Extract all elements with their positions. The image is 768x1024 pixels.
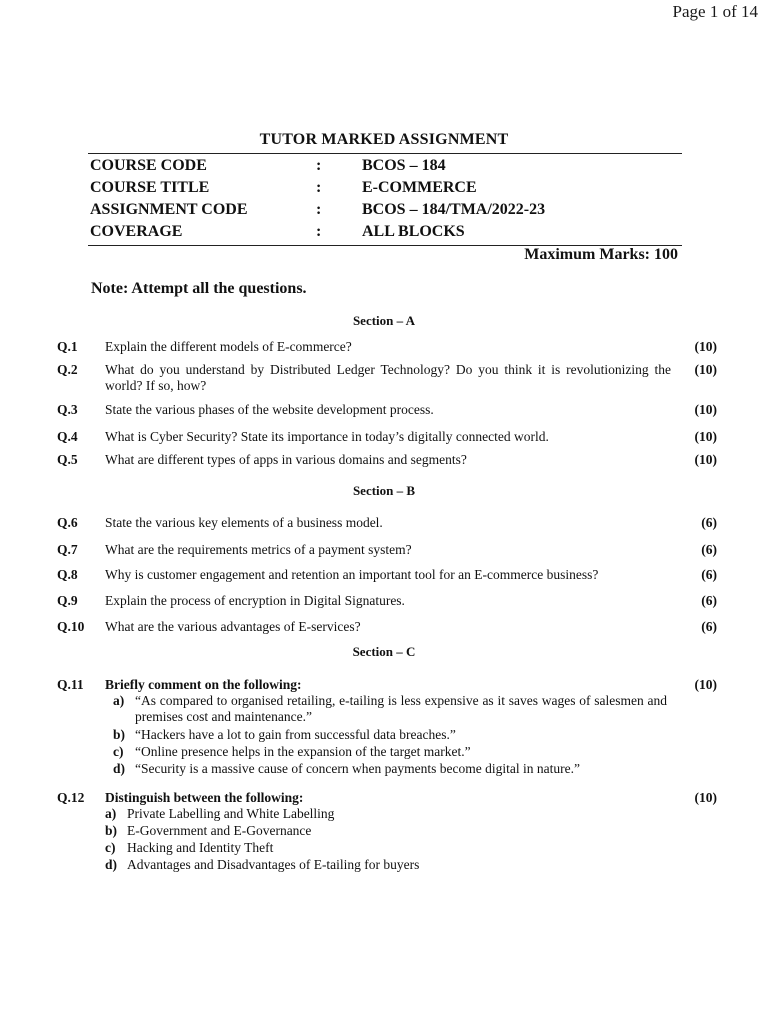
info-colon: : (316, 179, 322, 196)
info-colon: : (316, 201, 322, 218)
question-number: Q.5 (57, 452, 78, 467)
question-text: Distinguish between the following: (105, 790, 304, 805)
sub-question-text: Private Labelling and White Labelling (127, 806, 335, 821)
question-number: Q.6 (57, 515, 78, 530)
question-marks: (6) (701, 542, 717, 557)
info-value: BCOS – 184 (362, 157, 446, 174)
question-text: What do you understand by Distributed Ledger Technology? Do you think it is revolutionizing the world? If so, how? (105, 362, 671, 393)
question-number: Q.7 (57, 542, 78, 557)
sub-question-text: “As compared to organised retailing, e-tailing is less expensive as it saves wages of salesmen and premises cost and maintenance.” (135, 693, 667, 724)
info-value: E-COMMERCE (362, 179, 477, 196)
sub-question (105, 857, 665, 873)
sub-question (105, 840, 665, 856)
sub-question (105, 823, 665, 839)
info-row-assignment-code (88, 199, 682, 221)
sub-question (113, 727, 673, 743)
question-number: Q.1 (57, 339, 78, 354)
question-text: What is Cyber Security? State its importance in today’s digitally connected world. (105, 429, 549, 444)
question-text: Explain the different models of E-commerce? (105, 339, 352, 354)
sub-question (113, 693, 673, 725)
maximum-marks: Maximum Marks: 100 (524, 246, 678, 263)
document-title: TUTOR MARKED ASSIGNMENT (259, 131, 509, 148)
info-row-course-title (88, 177, 682, 199)
sub-question-text: “Hackers have a lot to gain from successful data breaches.” (135, 727, 456, 742)
sub-question-text: “Security is a massive cause of concern when payments become digital in nature.” (135, 761, 580, 776)
question-marks: (10) (694, 362, 717, 377)
section-a-heading: Section – A (352, 313, 416, 328)
question-marks: (10) (694, 452, 717, 467)
sub-question-letter: a) (113, 693, 125, 708)
sub-question (113, 761, 673, 777)
sub-question-text: Hacking and Identity Theft (127, 840, 274, 855)
question-number: Q.9 (57, 593, 78, 608)
info-row-course-code (88, 155, 682, 177)
sub-question-text: Advantages and Disadvantages of E-tailing for buyers (127, 857, 420, 872)
info-colon: : (316, 223, 322, 240)
question-text: State the various key elements of a business model. (105, 515, 383, 530)
question-marks: (6) (701, 619, 717, 634)
sub-question-letter: c) (113, 744, 124, 759)
info-row-coverage (88, 221, 682, 243)
question-marks: (10) (694, 339, 717, 354)
question-number: Q.11 (57, 677, 84, 692)
question-text: What are the requirements metrics of a payment system? (105, 542, 412, 557)
sub-question (105, 806, 665, 822)
info-colon: : (316, 157, 322, 174)
question-number: Q.2 (57, 362, 78, 377)
question-text: Why is customer engagement and retention an important tool for an E-commerce business? (105, 567, 599, 582)
info-label: ASSIGNMENT CODE (90, 201, 248, 218)
instructions-note: Note: Attempt all the questions. (91, 280, 307, 297)
sub-question (113, 744, 673, 760)
question-marks: (6) (701, 593, 717, 608)
info-label: COURSE CODE (90, 157, 207, 174)
sub-question-letter: c) (105, 840, 116, 855)
question-marks: (6) (701, 567, 717, 582)
sub-question-letter: b) (113, 727, 126, 742)
sub-question-letter: d) (105, 857, 118, 872)
info-label: COURSE TITLE (90, 179, 210, 196)
page-indicator: Page 1 of 14 (672, 2, 758, 21)
question-number: Q.3 (57, 402, 78, 417)
section-c-heading: Section – C (352, 644, 416, 659)
info-label: COVERAGE (90, 223, 183, 240)
sub-question-letter: b) (105, 823, 118, 838)
question-marks: (10) (694, 677, 717, 692)
question-number: Q.4 (57, 429, 78, 444)
question-marks: (10) (694, 790, 717, 805)
question-text: State the various phases of the website development process. (105, 402, 434, 417)
question-number: Q.8 (57, 567, 78, 582)
question-number: Q.12 (57, 790, 85, 805)
sub-question-text: E-Government and E-Governance (127, 823, 312, 838)
question-marks: (6) (701, 515, 717, 530)
sub-question-text: “Online presence helps in the expansion of the target market.” (135, 744, 471, 759)
course-info-table (88, 153, 682, 246)
info-value: ALL BLOCKS (362, 223, 465, 240)
question-text: What are the various advantages of E-services? (105, 619, 361, 634)
question-number: Q.10 (57, 619, 85, 634)
question-marks: (10) (694, 429, 717, 444)
question-text: What are different types of apps in various domains and segments? (105, 452, 467, 467)
question-text: Explain the process of encryption in Digital Signatures. (105, 593, 405, 608)
section-b-heading: Section – B (352, 483, 416, 498)
sub-question-letter: a) (105, 806, 117, 821)
question-marks: (10) (694, 402, 717, 417)
question-text: Briefly comment on the following: (105, 677, 302, 692)
sub-question-letter: d) (113, 761, 126, 776)
info-value: BCOS – 184/TMA/2022-23 (362, 201, 546, 218)
